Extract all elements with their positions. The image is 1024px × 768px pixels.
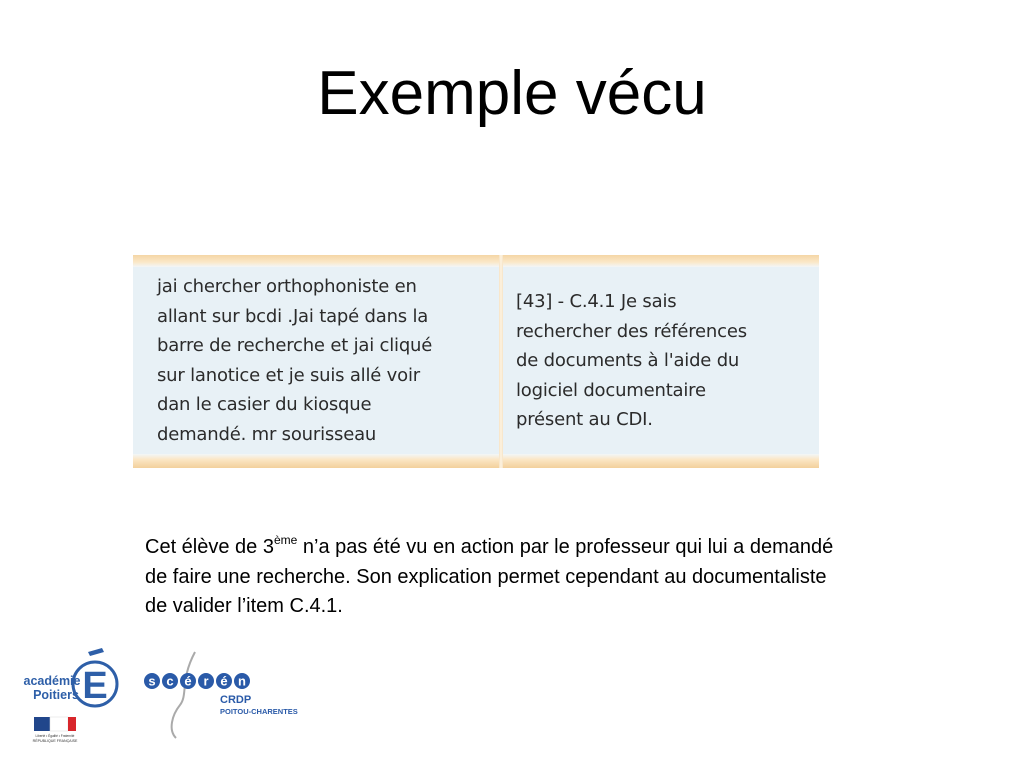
body-text-part1: Cet élève de 3 — [145, 536, 274, 558]
body-text-superscript: ème — [273, 533, 298, 547]
academie-logo-republic: RÉPUBLIQUE FRANÇAISE — [32, 739, 78, 743]
sceren-letter-3: é — [184, 673, 192, 689]
excerpt-top-band — [133, 255, 819, 267]
sceren-letter-1: s — [148, 673, 156, 689]
academie-logo-line1: académie — [23, 674, 81, 688]
sceren-letter-6: n — [238, 673, 246, 689]
body-text-part2: n’a pas été vu en action par le professeur qui lui a demandé de faire une recherche. Son explication permet cependant au documentaliste de valider l’item C.4.1. — [145, 536, 834, 617]
academie-logo-motto: Liberté • Égalité • Fraternité — [35, 734, 75, 738]
slide-body-text — [145, 526, 845, 622]
excerpt-column-divider — [499, 255, 503, 468]
screenshot-excerpt — [133, 255, 819, 468]
slide-title: Exemple vécu — [317, 59, 707, 128]
sceren-crdp-logo — [140, 650, 320, 740]
sceren-letter-2: c — [166, 673, 174, 689]
region-label: POITOU-CHARENTES — [220, 707, 298, 716]
academie-logo-line2: Poitiers — [33, 688, 79, 702]
svg-text:E: E — [82, 665, 108, 707]
competency-item-text: [43] - C.4.1 Je sais rechercher des références de documents à l'aide du logiciel documentaire présent au CDI. — [516, 291, 747, 430]
academie-poitiers-logo — [22, 646, 122, 746]
sceren-letter-4: r — [203, 673, 209, 689]
sceren-letter-5: é — [220, 673, 228, 689]
student-explanation-text: jai chercher orthophoniste en allant sur bcdi .Jai tapé dans la barre de recherche et jai cliqué sur lanotice et je suis allé voir dan le casier du kiosque demandé. mr sourisseau — [157, 276, 433, 445]
crdp-label: CRDP — [220, 694, 252, 706]
excerpt-bottom-band — [133, 454, 819, 468]
